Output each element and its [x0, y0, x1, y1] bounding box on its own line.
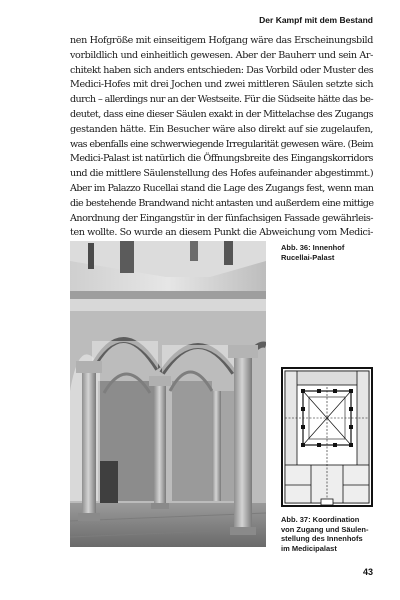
- body-line: was ebenfalls eine schwerwiegende Irregularität gewesen wäre. (Beim: [70, 138, 373, 150]
- caption-line: Rucellai-Palast: [281, 252, 335, 262]
- caption-line: im Medicipalast: [281, 543, 337, 553]
- body-line: nen Hofgröße mit einseitigem Hofgang wäre das Erscheinungsbild: [70, 35, 373, 46]
- body-line: chitekt haben sich anders entschieden: Das Vorbild oder Muster des: [70, 64, 374, 76]
- body-line: Medici-Palast ist natürlich die Öffnungsbreite des Eingangskorridors: [70, 153, 373, 165]
- caption-line: Abb. 37: Koordination: [281, 515, 360, 524]
- body-line: Medici-Hofes mit drei Jochen und zwei mittleren Säulen setzte sich: [70, 79, 374, 91]
- body-text: [70, 34, 373, 241]
- running-head: Der Kampf mit dem Bestand: [259, 15, 373, 25]
- body-line: deutet, dass eine dieser Säulen exakt in der Mittelachse des Zugangs: [70, 108, 373, 120]
- caption-line: stellung des Innenhofs: [281, 534, 363, 544]
- body-line: vorbildlich und einheitlich gewesen. Aber der Bauherr und sein Ar-: [70, 49, 373, 61]
- floor-plan-drawing: [281, 367, 373, 507]
- body-line: und die mittlere Säulenstellung des Hofes aufeinander abgestimmt.): [70, 168, 374, 180]
- body-line: Aber im Palazzo Rucellai stand die Lage des Zugangs fest, wenn man: [70, 182, 374, 194]
- figure-36-caption: [281, 243, 344, 262]
- page-number: 43: [362, 567, 373, 577]
- figure-37-caption: [281, 515, 369, 553]
- caption-line: von Zugang und Säulen-: [281, 524, 369, 534]
- body-line: durch – allerdings nur an der Westseite. Für die Südseite hätte das be-: [70, 94, 373, 106]
- body-line: gestanden hätte. Ein Besucher wäre also direkt auf sie zugelaufen,: [70, 123, 373, 135]
- body-line: ten wollte. So wurde an diesem Punkt die Abweichung vom Medici-: [70, 227, 373, 239]
- courtyard-photo: [70, 241, 266, 547]
- caption-line: Abb. 36: Innenhof: [281, 243, 345, 252]
- body-line: Anordnung der Eingangstür in der fünfachsigen Fassade gewährleis-: [70, 212, 373, 224]
- body-line: die bestehende Brandwand nicht antasten und außerdem eine mittige: [70, 197, 374, 209]
